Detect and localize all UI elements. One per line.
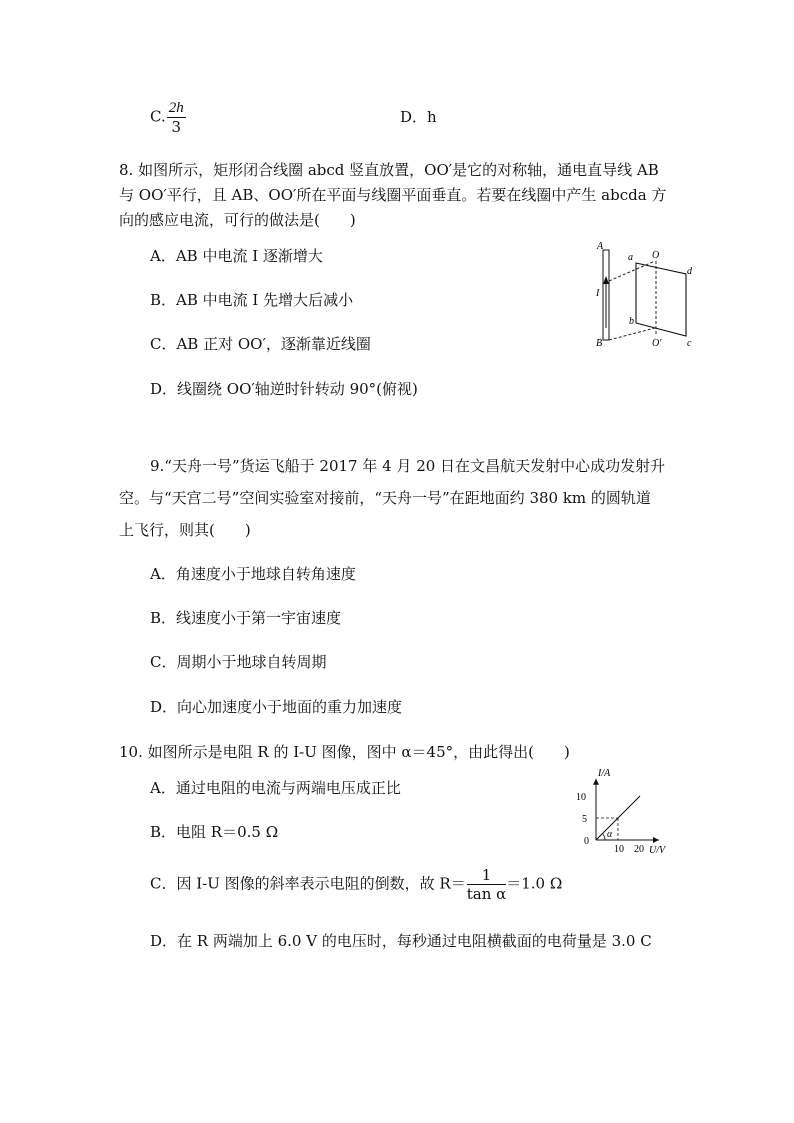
q8-option-a: A．AB 中电流 I 逐渐增大 [150,247,323,265]
current-arrow-head [603,276,609,284]
q10-option-a: A．通过电阻的电流与两端电压成正比 [150,779,401,797]
q10-stem: 10. 如图所示是电阻 R 的 I-U 图像，图中 α＝45°，由此得出( ) [119,743,570,761]
q10-option-b: B．电阻 R＝0.5 Ω [150,823,279,841]
q7-option-c-label: C. [150,107,166,126]
q9-stem-line1: 9.“天舟一号”货运飞船于 2017 年 4 月 20 日在文昌航天发射中心成功发射升 [150,457,666,475]
label-i: I [596,288,600,299]
y-tick-label-5: 5 [582,814,587,825]
label-c: c [687,338,692,349]
y-tick-label-10: 10 [576,792,586,803]
q8-option-c: C．AB 正对 OO′，逐渐靠近线圈 [150,335,371,353]
coil-abcd [636,263,686,336]
label-o-prime: O′ [652,338,662,349]
q8-coil-figure [590,238,700,350]
q9-option-d: D．向心加速度小于地面的重力加速度 [150,698,403,716]
label-b-upper: B [596,338,603,349]
q9-option-c: C．周期小于地球自转周期 [150,653,327,671]
q9-stem-line3: 上飞行，则其( ) [119,521,251,539]
label-a-upper: A [597,241,604,252]
origin-label: 0 [584,836,589,847]
q9-stem-line2: 空。与“天宫二号”空间实验室对接前，“天舟一号”在距地面约 380 km 的圆轨道 [119,489,651,507]
q10-option-c [150,866,562,903]
q10-option-c-text: C．因 I-U 图像的斜率表示电阻的倒数，故 R＝ [150,874,466,893]
q8-stem-line3: 向的感应电流，可行的做法是( ) [119,211,356,229]
x-axis-arrow [653,837,659,843]
label-o: O [652,250,660,261]
q7-option-c-fraction: $\frac{2h}{3}$ [168,100,184,136]
angle-label: α [607,829,613,840]
x-tick-label-20: 20 [634,844,644,855]
angle-arc [602,834,605,840]
y-axis-label: I/A [598,768,611,779]
label-b: b [629,316,634,327]
label-a: a [628,252,633,263]
q10-option-c-fraction: $\frac{1}{\text{tan α}}$ [466,866,507,903]
q10-option-c-result: ＝1.0 Ω [506,874,563,893]
dashed-bottom [609,328,655,340]
q10-option-d: D．在 R 两端加上 6.0 V 的电压时，每秒通过电阻横截面的电荷量是 3.0 C [150,932,652,950]
q7-option-c [150,99,186,136]
q8-stem-line2: 与 OO′平行，且 AB、OO′所在平面与线圈平面垂直。若要在线圈中产生 abcda 方 [119,186,667,204]
q8-stem-line1: 8. 如图所示，矩形闭合线圈 abcd 竖直放置，OO′是它的对称轴，通电直导线 AB [119,161,659,179]
q8-option-b: B．AB 中电流 I 先增大后减小 [150,291,354,309]
q9-option-a: A．角速度小于地球自转角速度 [150,565,356,583]
x-tick-label-10: 10 [614,844,624,855]
x-axis-label: U/V [649,845,666,856]
q8-option-d: D．线圈绕 OO′轴逆时针转动 90°(俯视) [150,380,418,398]
q10-iu-chart [572,762,682,858]
y-axis-arrow [593,779,599,785]
label-d: d [687,266,692,277]
q9-option-b: B．线速度小于第一宇宙速度 [150,609,342,627]
q7-option-d: D．h [400,108,437,126]
dashed-top [609,261,655,281]
